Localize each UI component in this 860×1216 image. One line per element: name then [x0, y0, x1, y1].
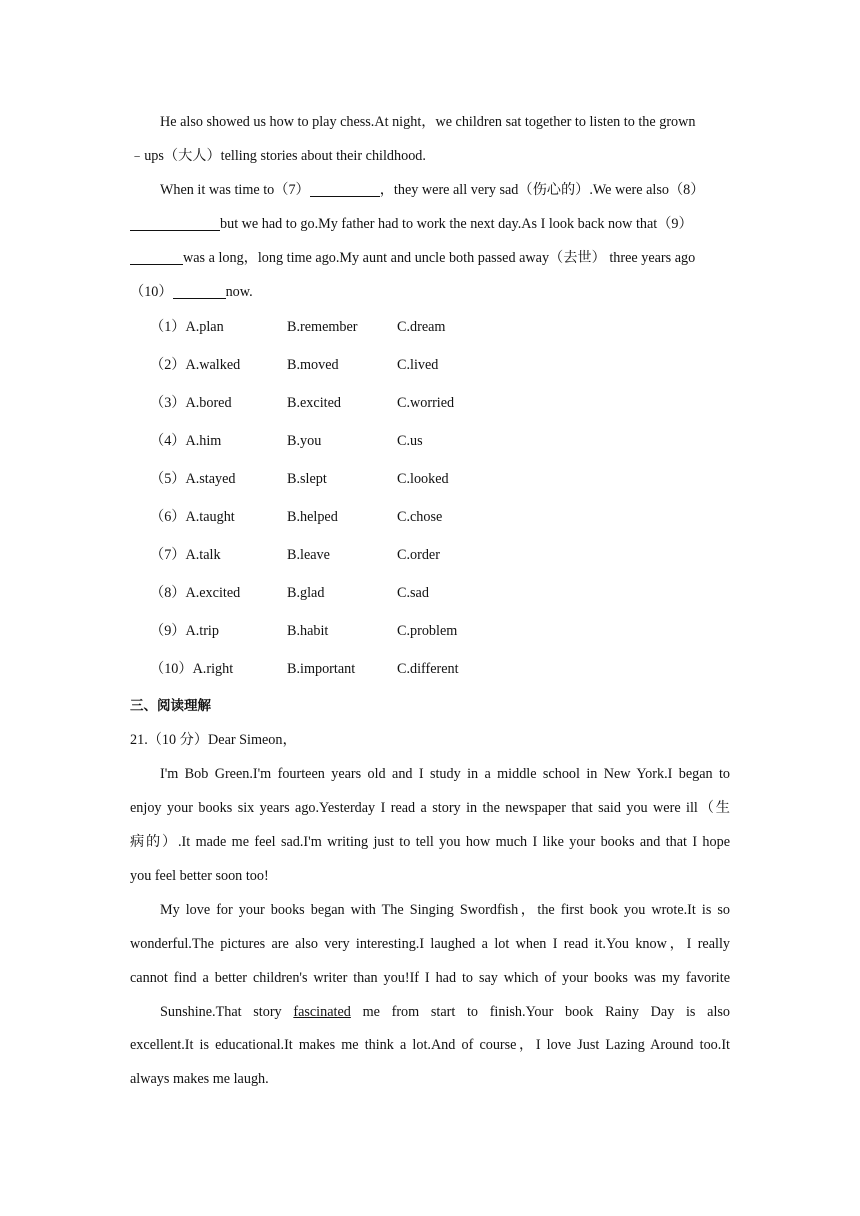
- letter-line: always makes me laugh.: [130, 1071, 269, 1087]
- option-b: B.you: [287, 433, 322, 449]
- letter-line: cannot find a better children's writer than you!If I had to say which of your books was my favorite: [130, 970, 730, 986]
- option-a: （10）A.right: [150, 661, 234, 677]
- option-b: B.remember: [287, 319, 358, 335]
- option-c: C.us: [397, 433, 423, 449]
- answer-blank-8[interactable]: [130, 216, 220, 231]
- passage-line: was a long，long time ago.My aunt and uncle both passed away（去世） three years ago: [130, 249, 730, 267]
- question-header: 21.（10 分）Dear Simeon，: [130, 732, 297, 748]
- option-a: （5）A.stayed: [150, 471, 236, 487]
- letter-line: My love for your books began with The Singing Swordfish，the first book you wrote.It is so: [160, 902, 730, 918]
- option-a: （9）A.trip: [150, 623, 219, 639]
- option-a: （8）A.excited: [150, 585, 241, 601]
- option-c: C.different: [397, 661, 459, 677]
- option-c: C.looked: [397, 471, 449, 487]
- option-b: B.moved: [287, 357, 339, 373]
- option-a: （1）A.plan: [150, 319, 224, 335]
- option-b: B.excited: [287, 395, 341, 411]
- option-a: （7）A.talk: [150, 547, 221, 563]
- option-b: B.helped: [287, 509, 338, 525]
- option-c: C.problem: [397, 623, 458, 639]
- option-c: C.chose: [397, 509, 443, 525]
- option-a: （6）A.taught: [150, 509, 235, 525]
- passage-line: ﹣ups（大人）telling stories about their childhood.: [130, 148, 426, 164]
- passage-line: （10） now.: [130, 284, 253, 300]
- option-b: B.leave: [287, 547, 330, 563]
- answer-blank-9[interactable]: [130, 250, 183, 265]
- passage-line: but we had to go.My father had to work the next day.As I look back now that（9）: [130, 215, 730, 233]
- option-b: B.habit: [287, 623, 329, 639]
- option-b: B.glad: [287, 585, 325, 601]
- option-a: （3）A.bored: [150, 395, 232, 411]
- passage-line: He also showed us how to play chess.At night，we children sat together to listen to the grown: [160, 114, 696, 130]
- option-c: C.lived: [397, 357, 439, 373]
- option-a: （4）A.him: [150, 433, 222, 449]
- passage-line: When it was time to（7） ，they were all very sad（伤心的）.We were also（8）: [160, 182, 705, 198]
- letter-line: excellent.It is educational.It makes me think a lot.And of course，I love Just Lazing Around too.It: [130, 1037, 730, 1053]
- underlined-word: fascinated: [293, 1004, 351, 1020]
- letter-line: you feel better soon too!: [130, 868, 269, 884]
- section-title: 三、阅读理解: [130, 698, 211, 714]
- letter-line: 病的）.It made me feel sad.I'm writing just to tell you how much I like your books and that I hope: [130, 834, 730, 850]
- answer-blank-10[interactable]: [173, 284, 226, 299]
- option-a: （2）A.walked: [150, 357, 241, 373]
- letter-line: Sunshine.That story fascinated me from start to finish.Your book Rainy Day is also: [160, 1004, 730, 1020]
- letter-line: enjoy your books six years ago.Yesterday I read a story in the newspaper that said you were ill（生: [130, 800, 730, 816]
- option-b: B.slept: [287, 471, 327, 487]
- option-c: C.sad: [397, 585, 429, 601]
- answer-blank-7[interactable]: [310, 182, 380, 197]
- letter-line: I'm Bob Green.I'm fourteen years old and I study in a middle school in New York.I began to: [160, 766, 730, 782]
- letter-line: wonderful.The pictures are also very interesting.I laughed a lot when I read it.You know，I really: [130, 936, 730, 952]
- option-c: C.order: [397, 547, 440, 563]
- option-c: C.dream: [397, 319, 446, 335]
- option-c: C.worried: [397, 395, 455, 411]
- option-b: B.important: [287, 661, 356, 677]
